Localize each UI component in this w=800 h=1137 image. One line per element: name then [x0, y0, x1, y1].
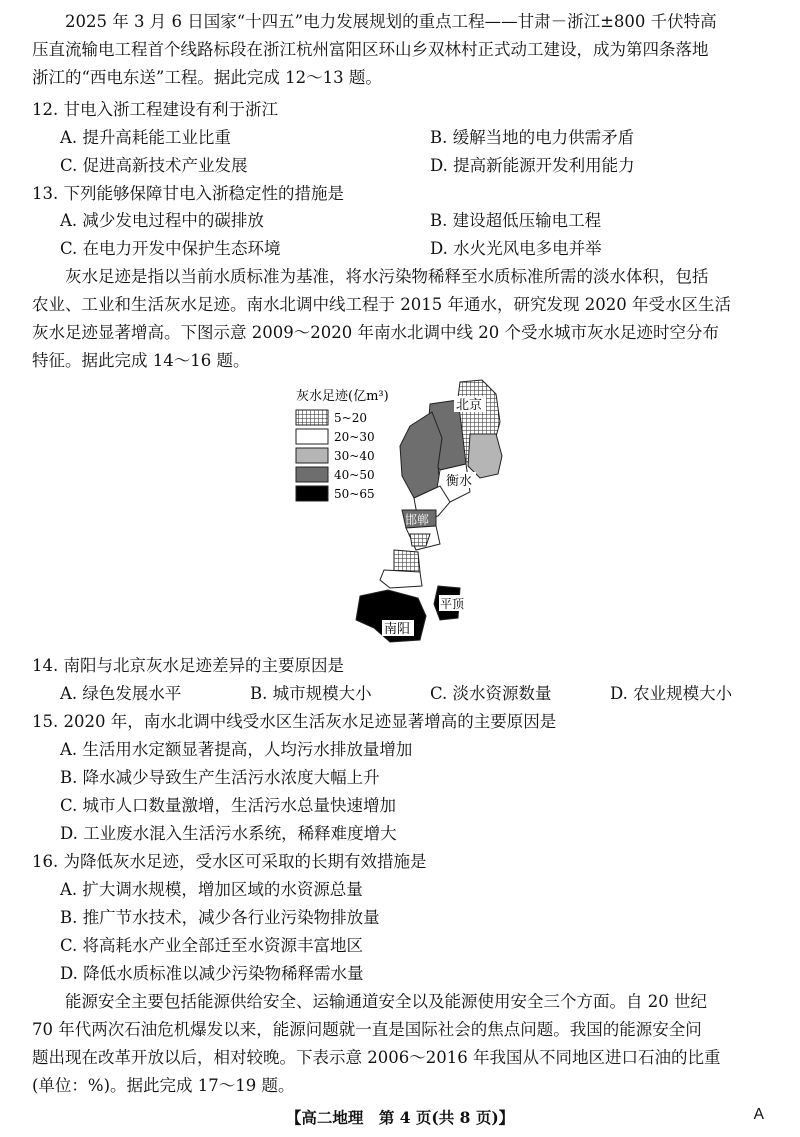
city-label-nanyang: 南阳 [384, 622, 411, 637]
legend-label: 50~65 [334, 487, 375, 501]
region-gray-light [468, 434, 502, 478]
legend-swatch-black [296, 486, 328, 501]
passage-grey-water-footprint [32, 263, 772, 375]
q14-option-a[interactable]: A. 绿色发展水平 [60, 684, 182, 703]
passage-line: 70 年代两次石油危机爆发以来，能源问题就一直是国际社会的焦点问题。我国的能源安全问 [32, 1020, 702, 1039]
question-13-stem: 13. 下列能够保障甘电入浙稳定性的措施是 [32, 184, 344, 203]
q14-option-c[interactable]: C. 淡水资源数量 [430, 684, 552, 703]
q12-option-d[interactable]: D. 提高新能源开发利用能力 [430, 156, 635, 175]
q13-option-d[interactable]: D. 水火光风电多电并举 [430, 239, 602, 258]
legend [296, 410, 375, 501]
passage-energy-security [32, 988, 772, 1100]
passage-line: 能源安全主要包括能源供给安全、运输通道安全以及能源使用安全三个方面。自 20 世纪 [65, 992, 707, 1011]
q15-option-b[interactable]: B. 降水减少导致生产生活污水浓度大幅上升 [60, 768, 380, 787]
q16-option-c[interactable]: C. 将高耗水产业全部迁至水资源丰富地区 [60, 936, 364, 955]
question-13-options-row2 [60, 235, 780, 263]
region-grid-mid [410, 534, 430, 546]
legend-swatch-lightgray [296, 448, 328, 463]
footer-page-info: 【高二地理 第 4 页(共 8 页)】 [285, 1108, 515, 1127]
grey-water-footprint-map [290, 374, 510, 649]
passage-line: 浙江的“西电东送”工程。据此完成 12～13 题。 [32, 68, 382, 87]
region-grid-south [394, 550, 420, 572]
q16-option-a[interactable]: A. 扩大调水规模，增加区域的水资源总量 [60, 880, 363, 899]
question-14-options [60, 680, 780, 708]
q13-option-b[interactable]: B. 建设超低压输电工程 [430, 211, 602, 230]
legend-swatch-white [296, 429, 328, 444]
legend-swatch-grid [296, 410, 328, 425]
passage-line: 特征。据此完成 14～16 题。 [32, 351, 250, 370]
city-label-handan: 邯郸 [405, 513, 430, 527]
map-svg [290, 374, 510, 649]
question-16-stem: 16. 为降低灰水足迹，受水区可采取的长期有效措施是 [32, 852, 427, 871]
legend-swatch-darkgray [296, 467, 328, 482]
legend-label: 30~40 [334, 449, 375, 463]
question-14-stem: 14. 南阳与北京灰水足迹差异的主要原因是 [32, 656, 344, 675]
legend-label: 5~20 [334, 411, 367, 425]
q16-option-d[interactable]: D. 降低水质标准以减少污染物稀释需水量 [60, 964, 364, 983]
city-label-hengshui: 衡水 [446, 474, 473, 489]
q14-option-d[interactable]: D. 农业规模大小 [610, 684, 733, 703]
passage-line: (单位：%)。据此完成 17～19 题。 [32, 1076, 295, 1095]
passage-line: 题出现在改革开放以后，相对较晚。下表示意 2006～2016 年我国从不同地区进口石油的比重 [32, 1048, 721, 1067]
passage-line: 灰水足迹显著增高。下图示意 2009～2020 年南水北调中线 20 个受水城市灰水足迹时空分布 [32, 323, 719, 342]
question-12-stem: 12. 甘电入浙工程建设有利于浙江 [32, 100, 278, 119]
q14-option-b[interactable]: B. 城市规模大小 [250, 684, 372, 703]
region-white-lower [380, 570, 422, 588]
passage-power-transmission [32, 8, 772, 92]
q15-option-d[interactable]: D. 工业废水混入生活污水系统，稀释难度增大 [60, 824, 397, 843]
passage-line: 农业、工业和生活灰水足迹。南水北调中线工程于 2015 年通水，研究发现 2020 年受水区生活 [32, 295, 731, 314]
q16-option-b[interactable]: B. 推广节水技术，减少各行业污染物排放量 [60, 908, 380, 927]
legend-label: 40~50 [334, 468, 375, 482]
q12-option-c[interactable]: C. 促进高新技术产业发展 [60, 156, 248, 175]
city-label-pingdingshan: 平顶 [440, 597, 465, 611]
city-label-beijing: 北京 [456, 398, 483, 413]
question-13-options-row1 [60, 207, 780, 235]
legend-title: 灰水足迹(亿m³) [296, 389, 389, 404]
footer-version: A [753, 1106, 764, 1123]
passage-line: 压直流输电工程首个线路标段在浙江杭州富阳区环山乡双林村正式动工建设，成为第四条落地 [32, 40, 709, 59]
q13-option-a[interactable]: A. 减少发电过程中的碳排放 [60, 211, 264, 230]
q12-option-a[interactable]: A. 提升高耗能工业比重 [60, 128, 231, 147]
passage-line: 灰水足迹是指以当前水质标准为基准，将水污染物稀释至水质标准所需的淡水体积，包括 [65, 267, 709, 286]
q13-option-c[interactable]: C. 在电力开发中保护生态环境 [60, 239, 281, 258]
question-15-stem: 15. 2020 年，南水北调中线受水区生活灰水足迹显著增高的主要原因是 [32, 712, 557, 731]
legend-label: 20~30 [334, 430, 375, 444]
question-12-options-row1 [60, 124, 780, 152]
q12-option-b[interactable]: B. 缓解当地的电力供需矛盾 [430, 128, 635, 147]
passage-line: 2025 年 3 月 6 日国家“十四五”电力发展规划的重点工程——甘肃－浙江±800 千伏特高 [65, 12, 717, 31]
q15-option-c[interactable]: C. 城市人口数量激增，生活污水总量快速增加 [60, 796, 397, 815]
question-12-options-row2 [60, 152, 780, 180]
q15-option-a[interactable]: A. 生活用水定额显著提高，人均污水排放量增加 [60, 740, 413, 759]
